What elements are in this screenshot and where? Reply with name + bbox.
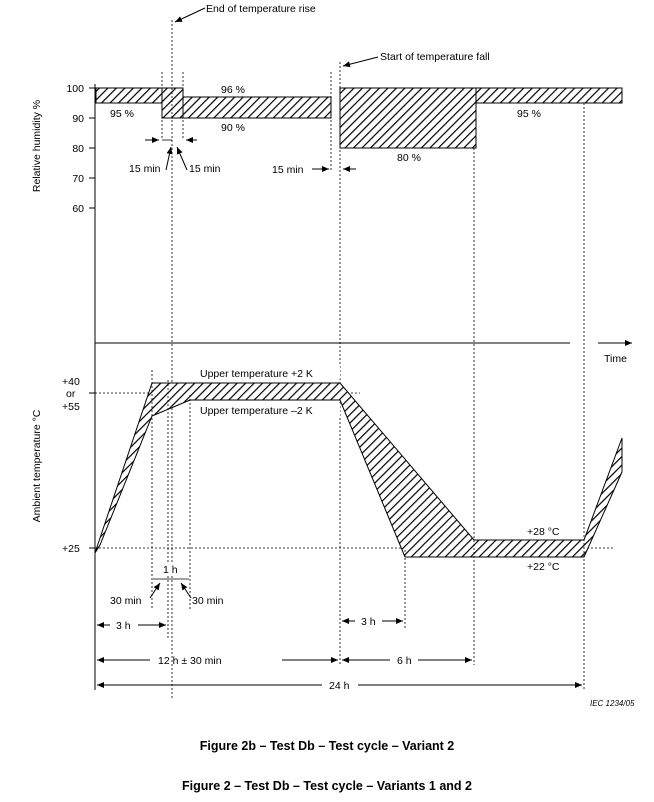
temp-tick-25: +25 [62, 543, 80, 555]
upper-temp-minus-label: Upper temperature –2 K [200, 405, 313, 417]
rh-tick-60: 60 [72, 203, 84, 215]
twentyfour-hour-label: 24 h [329, 680, 350, 692]
end-rise-label: End of temperature rise [206, 3, 316, 15]
three-hour-label-b: 3 h [361, 616, 376, 628]
rh-band-95-end [476, 88, 622, 103]
rh-axis-title: Relative humidity % [31, 99, 43, 193]
figure-caption: Figure 2 – Test Db – Test cycle – Variants 1 and 2 [182, 779, 472, 793]
rh-band-transition [162, 88, 183, 118]
iec-reference: IEC 1234/05 [590, 699, 635, 708]
temp-22-label: +22 °C [527, 561, 560, 573]
rh-band-96-90 [183, 97, 331, 118]
temp-axis-title: Ambient temperature °C [31, 409, 43, 523]
temp-tick-or: or [66, 388, 76, 400]
time-axis-label: Time [604, 353, 627, 365]
min15-label-b: 15 min [189, 163, 221, 175]
rh-band-80 [340, 88, 476, 148]
rh-tick-100: 100 [66, 83, 84, 95]
rh-tick-90: 90 [72, 113, 84, 125]
rh-label-95-end: 95 % [517, 108, 541, 120]
one-hour-label: 1 h [163, 564, 178, 576]
temp-tick-40: +40 [62, 376, 80, 388]
temp-tick-55: +55 [62, 401, 80, 413]
rh-label-96: 96 % [221, 84, 245, 96]
rh-tick-80: 80 [72, 143, 84, 155]
min30-label-a: 30 min [110, 595, 142, 607]
min30-label-b: 30 min [192, 595, 224, 607]
upper-temp-plus-label: Upper temperature +2 K [200, 368, 313, 380]
twelve-hour-label: 12 h ± 30 min [158, 655, 222, 667]
min15-label-a: 15 min [129, 163, 161, 175]
three-hour-label-a: 3 h [116, 620, 131, 632]
figure-subcaption: Figure 2b – Test Db – Test cycle – Variant 2 [199, 739, 455, 753]
temp-28-label: +28 °C [527, 526, 560, 538]
start-fall-label: Start of temperature fall [380, 51, 490, 63]
six-hour-label: 6 h [397, 655, 412, 667]
min15-label-c: 15 min [272, 164, 304, 176]
rh-label-95-start: 95 % [110, 108, 134, 120]
rh-ticks [89, 88, 95, 208]
rh-label-80: 80 % [397, 152, 421, 164]
rh-band-95-start [96, 88, 162, 103]
rh-label-90: 90 % [221, 122, 245, 134]
temperature-chart [31, 103, 622, 692]
rh-tick-70: 70 [72, 173, 84, 185]
